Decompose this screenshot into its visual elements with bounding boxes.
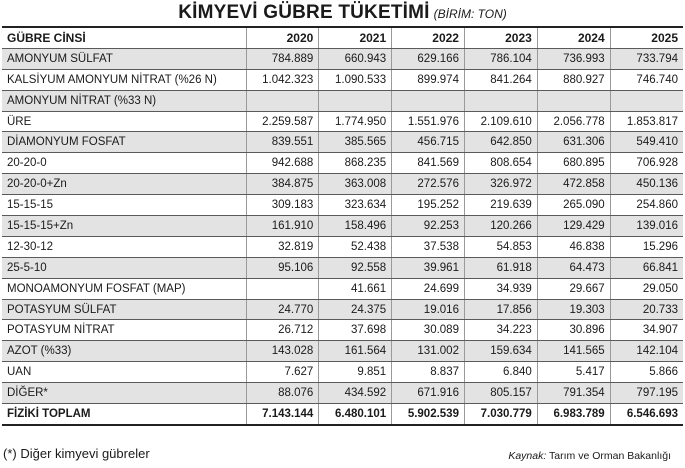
cell-value: 20.733 xyxy=(610,299,683,320)
cell-value: 6.840 xyxy=(464,362,537,383)
table-row xyxy=(2,320,683,341)
table-row xyxy=(2,236,683,257)
table-row xyxy=(2,257,683,278)
cell-value: 37.538 xyxy=(392,236,465,257)
cell-value: 7.143.144 xyxy=(246,404,319,425)
cell-value: 265.090 xyxy=(537,195,610,216)
header-year: 2025 xyxy=(610,28,683,48)
source-note xyxy=(508,450,671,462)
cell-value: 868.235 xyxy=(319,153,392,174)
cell-value: 942.688 xyxy=(246,153,319,174)
cell-value: 32.819 xyxy=(246,236,319,257)
table-title xyxy=(0,2,685,24)
cell-value: 19.303 xyxy=(537,299,610,320)
row-label: 15-15-15+Zn xyxy=(2,216,246,237)
cell-value: 736.993 xyxy=(537,48,610,69)
cell-value: 41.661 xyxy=(319,278,392,299)
table-row xyxy=(2,132,683,153)
cell-value: 141.565 xyxy=(537,341,610,362)
cell-value: 19.016 xyxy=(392,299,465,320)
cell-value: 733.794 xyxy=(610,48,683,69)
cell-value: 143.028 xyxy=(246,341,319,362)
cell-value: 5.417 xyxy=(537,362,610,383)
cell-value xyxy=(246,90,319,111)
cell-value: 629.166 xyxy=(392,48,465,69)
cell-value: 631.306 xyxy=(537,132,610,153)
table-row xyxy=(2,299,683,320)
footnote: (*) Diğer kimyevi gübreler xyxy=(3,446,150,461)
table-row xyxy=(2,278,683,299)
cell-value: 161.910 xyxy=(246,216,319,237)
cell-value: 323.634 xyxy=(319,195,392,216)
cell-value: 1.090.533 xyxy=(319,69,392,90)
cell-value: 899.974 xyxy=(392,69,465,90)
cell-value: 680.895 xyxy=(537,153,610,174)
cell-value xyxy=(464,90,537,111)
row-label: KALSİYUM AMONYUM NİTRAT (%26 N) xyxy=(2,69,246,90)
cell-value: 29.050 xyxy=(610,278,683,299)
source-label: Kaynak: xyxy=(508,450,547,462)
cell-value: 24.699 xyxy=(392,278,465,299)
row-label: 12-30-12 xyxy=(2,236,246,257)
cell-value: 746.740 xyxy=(610,69,683,90)
cell-value: 6.480.101 xyxy=(319,404,392,425)
table-row xyxy=(2,153,683,174)
row-label: 15-15-15 xyxy=(2,195,246,216)
cell-value: 129.429 xyxy=(537,216,610,237)
cell-value: 66.841 xyxy=(610,257,683,278)
row-label: DİAMONYUM FOSFAT xyxy=(2,132,246,153)
table-row xyxy=(2,216,683,237)
cell-value: 549.410 xyxy=(610,132,683,153)
table-row xyxy=(2,90,683,111)
header-row xyxy=(2,28,683,48)
cell-value: 254.860 xyxy=(610,195,683,216)
cell-value: 434.592 xyxy=(319,383,392,404)
cell-value: 95.106 xyxy=(246,257,319,278)
cell-value: 326.972 xyxy=(464,174,537,195)
cell-value: 1.551.976 xyxy=(392,111,465,132)
cell-value: 808.654 xyxy=(464,153,537,174)
cell-value: 15.296 xyxy=(610,236,683,257)
cell-value: 142.104 xyxy=(610,341,683,362)
cell-value: 24.375 xyxy=(319,299,392,320)
cell-value xyxy=(610,90,683,111)
cell-value: 385.565 xyxy=(319,132,392,153)
row-label: POTASYUM SÜLFAT xyxy=(2,299,246,320)
header-year: 2020 xyxy=(246,28,319,48)
cell-value: 841.569 xyxy=(392,153,465,174)
cell-value: 139.016 xyxy=(610,216,683,237)
row-label: ÜRE xyxy=(2,111,246,132)
cell-value: 37.698 xyxy=(319,320,392,341)
cell-value: 26.712 xyxy=(246,320,319,341)
cell-value: 34.939 xyxy=(464,278,537,299)
cell-value: 880.927 xyxy=(537,69,610,90)
cell-value: 120.266 xyxy=(464,216,537,237)
total-row xyxy=(2,404,683,425)
table-row xyxy=(2,174,683,195)
cell-value: 34.907 xyxy=(610,320,683,341)
cell-value: 24.770 xyxy=(246,299,319,320)
header-year: 2023 xyxy=(464,28,537,48)
cell-value: 92.558 xyxy=(319,257,392,278)
table-row xyxy=(2,48,683,69)
cell-value: 39.961 xyxy=(392,257,465,278)
cell-value: 2.109.610 xyxy=(464,111,537,132)
cell-value: 30.896 xyxy=(537,320,610,341)
cell-value: 7.627 xyxy=(246,362,319,383)
row-label: 20-20-0+Zn xyxy=(2,174,246,195)
cell-value: 6.983.789 xyxy=(537,404,610,425)
cell-value xyxy=(392,90,465,111)
cell-value: 642.850 xyxy=(464,132,537,153)
cell-value: 30.089 xyxy=(392,320,465,341)
title-main: KİMYEVİ GÜBRE TÜKETİMİ xyxy=(178,2,430,23)
table-row xyxy=(2,362,683,383)
cell-value xyxy=(246,278,319,299)
cell-value: 5.902.539 xyxy=(392,404,465,425)
cell-value: 1.774.950 xyxy=(319,111,392,132)
cell-value: 195.252 xyxy=(392,195,465,216)
cell-value: 5.866 xyxy=(610,362,683,383)
cell-value: 8.837 xyxy=(392,362,465,383)
cell-value: 54.853 xyxy=(464,236,537,257)
row-label: FİZİKİ TOPLAM xyxy=(2,404,246,425)
fertilizer-table xyxy=(2,28,683,426)
table-row xyxy=(2,69,683,90)
cell-value: 6.546.693 xyxy=(610,404,683,425)
cell-value: 2.259.587 xyxy=(246,111,319,132)
cell-value: 7.030.779 xyxy=(464,404,537,425)
cell-value: 64.473 xyxy=(537,257,610,278)
row-label: UAN xyxy=(2,362,246,383)
cell-value: 363.008 xyxy=(319,174,392,195)
cell-value xyxy=(319,90,392,111)
cell-value: 92.253 xyxy=(392,216,465,237)
cell-value: 839.551 xyxy=(246,132,319,153)
cell-value: 52.438 xyxy=(319,236,392,257)
row-label: AZOT (%33) xyxy=(2,341,246,362)
title-unit: (BİRİM: TON) xyxy=(433,7,507,21)
cell-value: 786.104 xyxy=(464,48,537,69)
cell-value: 131.002 xyxy=(392,341,465,362)
row-label: AMONYUM SÜLFAT xyxy=(2,48,246,69)
cell-value: 784.889 xyxy=(246,48,319,69)
cell-value: 46.838 xyxy=(537,236,610,257)
cell-value: 158.496 xyxy=(319,216,392,237)
row-label: 25-5-10 xyxy=(2,257,246,278)
cell-value: 472.858 xyxy=(537,174,610,195)
header-name: GÜBRE CİNSİ xyxy=(2,28,246,48)
cell-value: 456.715 xyxy=(392,132,465,153)
cell-value: 9.851 xyxy=(319,362,392,383)
cell-value: 161.564 xyxy=(319,341,392,362)
table-row xyxy=(2,111,683,132)
cell-value: 706.928 xyxy=(610,153,683,174)
cell-value: 805.157 xyxy=(464,383,537,404)
table-row xyxy=(2,383,683,404)
cell-value: 1.042.323 xyxy=(246,69,319,90)
cell-value: 309.183 xyxy=(246,195,319,216)
table-row xyxy=(2,195,683,216)
cell-value: 34.223 xyxy=(464,320,537,341)
cell-value: 1.853.817 xyxy=(610,111,683,132)
table-row xyxy=(2,341,683,362)
cell-value: 61.918 xyxy=(464,257,537,278)
cell-value: 660.943 xyxy=(319,48,392,69)
row-label: DİĞER* xyxy=(2,383,246,404)
row-label: POTASYUM NİTRAT xyxy=(2,320,246,341)
cell-value: 159.634 xyxy=(464,341,537,362)
cell-value: 219.639 xyxy=(464,195,537,216)
cell-value xyxy=(537,90,610,111)
source-text: Tarım ve Orman Bakanlığı xyxy=(549,450,671,462)
row-label: 20-20-0 xyxy=(2,153,246,174)
cell-value: 791.354 xyxy=(537,383,610,404)
cell-value: 671.916 xyxy=(392,383,465,404)
cell-value: 797.195 xyxy=(610,383,683,404)
cell-value: 17.856 xyxy=(464,299,537,320)
header-year: 2021 xyxy=(319,28,392,48)
cell-value: 841.264 xyxy=(464,69,537,90)
row-label: AMONYUM NİTRAT (%33 N) xyxy=(2,90,246,111)
cell-value: 384.875 xyxy=(246,174,319,195)
cell-value: 88.076 xyxy=(246,383,319,404)
header-year: 2022 xyxy=(392,28,465,48)
row-label: MONOAMONYUM FOSFAT (MAP) xyxy=(2,278,246,299)
cell-value: 29.667 xyxy=(537,278,610,299)
header-year: 2024 xyxy=(537,28,610,48)
cell-value: 450.136 xyxy=(610,174,683,195)
cell-value: 2.056.778 xyxy=(537,111,610,132)
cell-value: 272.576 xyxy=(392,174,465,195)
